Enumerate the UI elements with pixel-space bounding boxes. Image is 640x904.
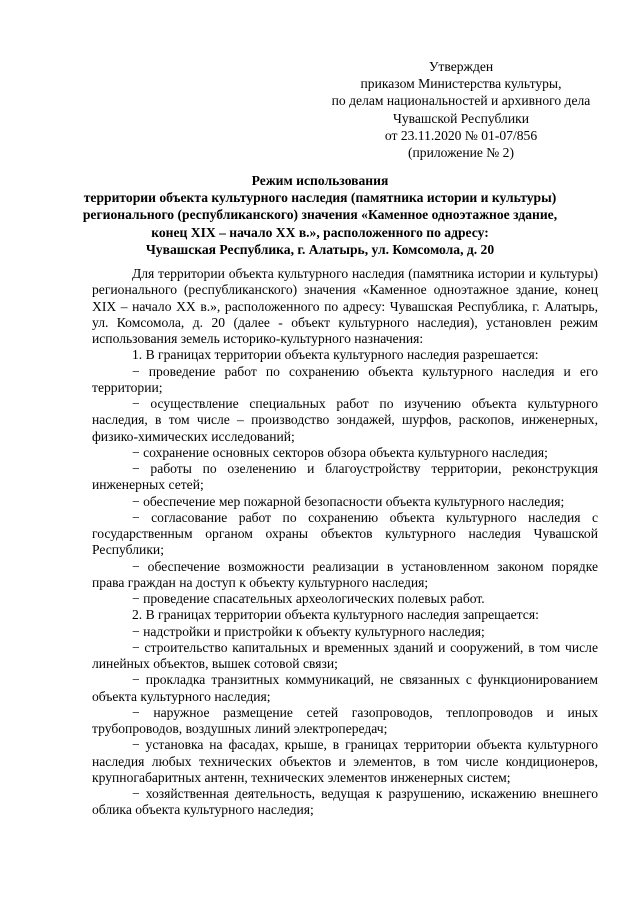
document-title bbox=[60, 172, 580, 258]
list-item: − проведение спасательных археологических полевых работ. bbox=[132, 591, 485, 606]
title-line: территории объекта культурного наследия (памятника истории и культуры) bbox=[83, 190, 557, 206]
approval-line: Утвержден bbox=[428, 59, 494, 74]
list-item: − проведение работ по сохранению объекта культурного наследия и его территории; bbox=[92, 363, 598, 395]
list-item: − строительство капитальных и временных зданий и сооружений, в том числе линейных объектов, вышек сотовой связи; bbox=[92, 639, 598, 671]
list-item: − наружное размещение сетей газопроводов, теплопроводов и иных трубопроводов, воздушных линий электропередач; bbox=[92, 704, 598, 736]
intro-paragraph: Для территории объекта культурного наследия (памятника истории и культуры) регионального (республиканского) значения «Каменное одноэтажное здание, конец XIX – начало XX в.», расположенного по адресу: Чувашская Республика, г. Алатырь, ул. Комсомола, д. 20 (далее - объект культурного наследия), установлен режим использования земель историко-культурного назначения: bbox=[92, 266, 598, 346]
list-item: − сохранение основных секторов обзора объекта культурного наследия; bbox=[132, 444, 548, 460]
title-line: Режим использования bbox=[251, 173, 389, 188]
list-item: − прокладка транзитных коммуникаций, не связанных с функционированием объекта культурного наследия; bbox=[92, 672, 598, 704]
document-body bbox=[92, 266, 598, 819]
approval-line: приказом Министерства культуры, bbox=[360, 76, 562, 92]
approval-block bbox=[300, 58, 622, 161]
list-item: − работы по озеленению и благоустройству территории, реконструкция инженерных сетей; bbox=[92, 461, 598, 493]
list-item: − осуществление специальных работ по изучению объекта культурного наследия, в том числе – производство зондажей, шурфов, раскопов, инженерных, физико-химических исследований; bbox=[92, 396, 598, 444]
title-line: Чувашская Республика, г. Алатырь, ул. Комсомола, д. 20 bbox=[145, 241, 495, 257]
list-item: − обеспечение возможности реализации в установленном законом порядке права граждан на доступ к объекту культурного наследия; bbox=[92, 558, 598, 590]
list-item: − хозяйственная деятельность, ведущая к разрушению, искажению внешнего облика объекта культурного наследия; bbox=[92, 786, 598, 818]
title-line: регионального (республиканского) значения «Каменное одноэтажное здание, bbox=[82, 207, 558, 223]
approval-line: по делам национальностей и архивного дела bbox=[331, 93, 591, 109]
section-heading-prohibited: 2. В границах территории объекта культурного наследия запрещается: bbox=[132, 607, 539, 623]
approval-line: Чувашской Республики bbox=[393, 110, 529, 126]
approval-line: от 23.11.2020 № 01-07/856 bbox=[384, 127, 538, 143]
list-item: − надстройки и пристройки к объекту культурного наследия; bbox=[132, 623, 485, 639]
title-line: конец XIX – начало XX в.», расположенного по адресу: bbox=[151, 224, 489, 240]
list-item: − установка на фасадах, крыше, в границах территории объекта культурного наследия любых технических объектов и элементов, в том числе кондиционеров, крупногабаритных антенн, технических элементов инженерных систем; bbox=[92, 737, 598, 785]
list-item: − согласование работ по сохранению объекта культурного наследия с государственным органом охраны объектов культурного наследия Чувашской Республики; bbox=[92, 509, 598, 558]
approval-line: (приложение № 2) bbox=[407, 145, 515, 161]
section-heading-permitted: 1. В границах территории объекта культурного наследия разрешается: bbox=[132, 347, 539, 363]
list-item: − обеспечение мер пожарной безопасности объекта культурного наследия; bbox=[132, 493, 565, 509]
